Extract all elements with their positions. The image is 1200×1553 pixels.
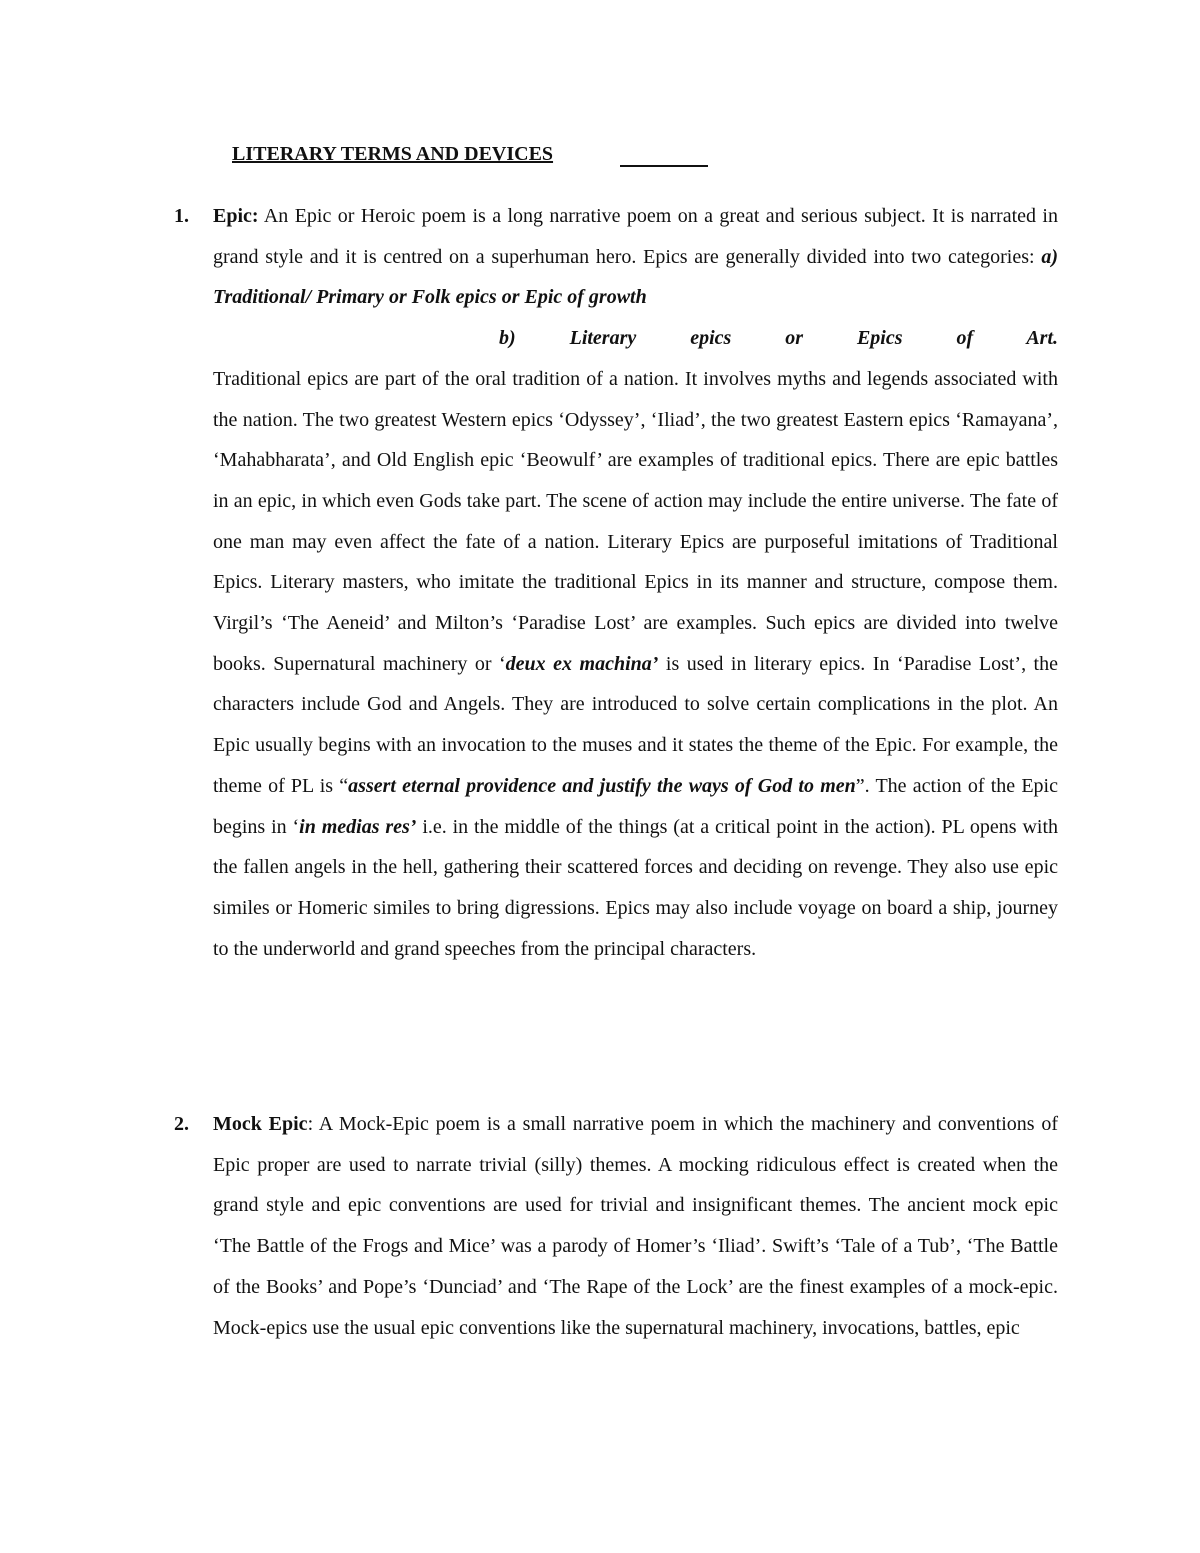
quote-theme: assert eternal providence and justify the ways of God to men <box>348 774 856 797</box>
term-name: Mock Epic <box>213 1113 308 1135</box>
term-body <box>213 1104 1058 1348</box>
term-intro: An Epic or Heroic poem is a long narrative poem on a great and serious subject. It is narrated in grand style and it is centred on a superhuman hero. Epics are generally divided into two categories: <box>213 205 1058 268</box>
category-b: b) Literary epics or Epics of Art. <box>499 327 1058 350</box>
category-a: a) Traditional/ Primary or Folk epics or Epic of growth <box>213 245 1058 309</box>
term-text: : A Mock-Epic poem is a small narrative poem in which the machinery and conventions of Epic proper are used to narrate trivial (silly) themes. A mocking ridiculous effect is created when the grand style and epic conventions are used for trivial and insignificant themes. The ancient mock epic ‘The Battle of the Frogs and Mice’ was a parody of Homer’s ‘Iliad’. Swift’s ‘Tale of a Tub’, ‘The Battle of the Books’ and Pope’s ‘Dunciad’ and ‘The Rape of the Lock’ are the finest examples of a mock-epic. Mock-epics use the usual epic conventions like the supernatural machinery, invocations, battles, epic <box>213 1113 1058 1339</box>
term-number: 2. <box>174 1113 189 1135</box>
term-text-part-1: Traditional epics are part of the oral tradition of a nation. It involves myths and legends associated with the nation. The two greatest Western epics ‘Odyssey’, ‘Iliad’, the two greatest Eastern epics ‘Ramayana’, ‘Mahabharata’, and Old English epic ‘Beowulf’ are examples of traditional epics. There are epic battles in an epic, in which even Gods take part. The scene of action may include the entire universe. The fate of one man may even affect the fate of a nation. Literary Epics are purposeful imitations of Traditional Epics. Literary masters, who imitate the traditional Epics in its manner and structure, compose them. Virgil’s ‘The Aeneid’ and Milton’s ‘Paradise Lost’ are examples. Such epics are divided into twelve books. Supernatural machinery or ‘ <box>213 367 1058 675</box>
term-mock-epic <box>174 1104 1058 1348</box>
term-epic <box>174 196 1058 969</box>
term-name: Epic: <box>213 205 259 227</box>
term-number: 1. <box>174 205 189 227</box>
term-text-part-3: ”. The action of the Epic begins in ‘ <box>213 774 1058 838</box>
title-underline-rule <box>620 165 708 167</box>
term-body <box>213 196 1058 969</box>
term-in-medias-res: in medias res’ <box>299 815 417 838</box>
term-deux-ex-machina: deux ex machina’ <box>505 652 659 675</box>
term-text-part-2: is used in literary epics. In ‘Paradise Lost’, the characters include God and Angels. They are introduced to solve certain complications in the plot. An Epic usually begins with an invocation to the muses and it states the theme of the Epic. For example, the theme of PL is “ <box>213 652 1058 797</box>
document-title: LITERARY TERMS AND DEVICES <box>232 143 554 165</box>
term-text-part-4: i.e. in the middle of the things (at a critical point in the action). PL opens with the fallen angels in the hell, gathering their scattered forces and deciding on revenge. They also use epic similes or Homeric similes to bring digressions. Epics may also include voyage on board a ship, journey to the underworld and grand speeches from the principal characters. <box>213 815 1058 960</box>
